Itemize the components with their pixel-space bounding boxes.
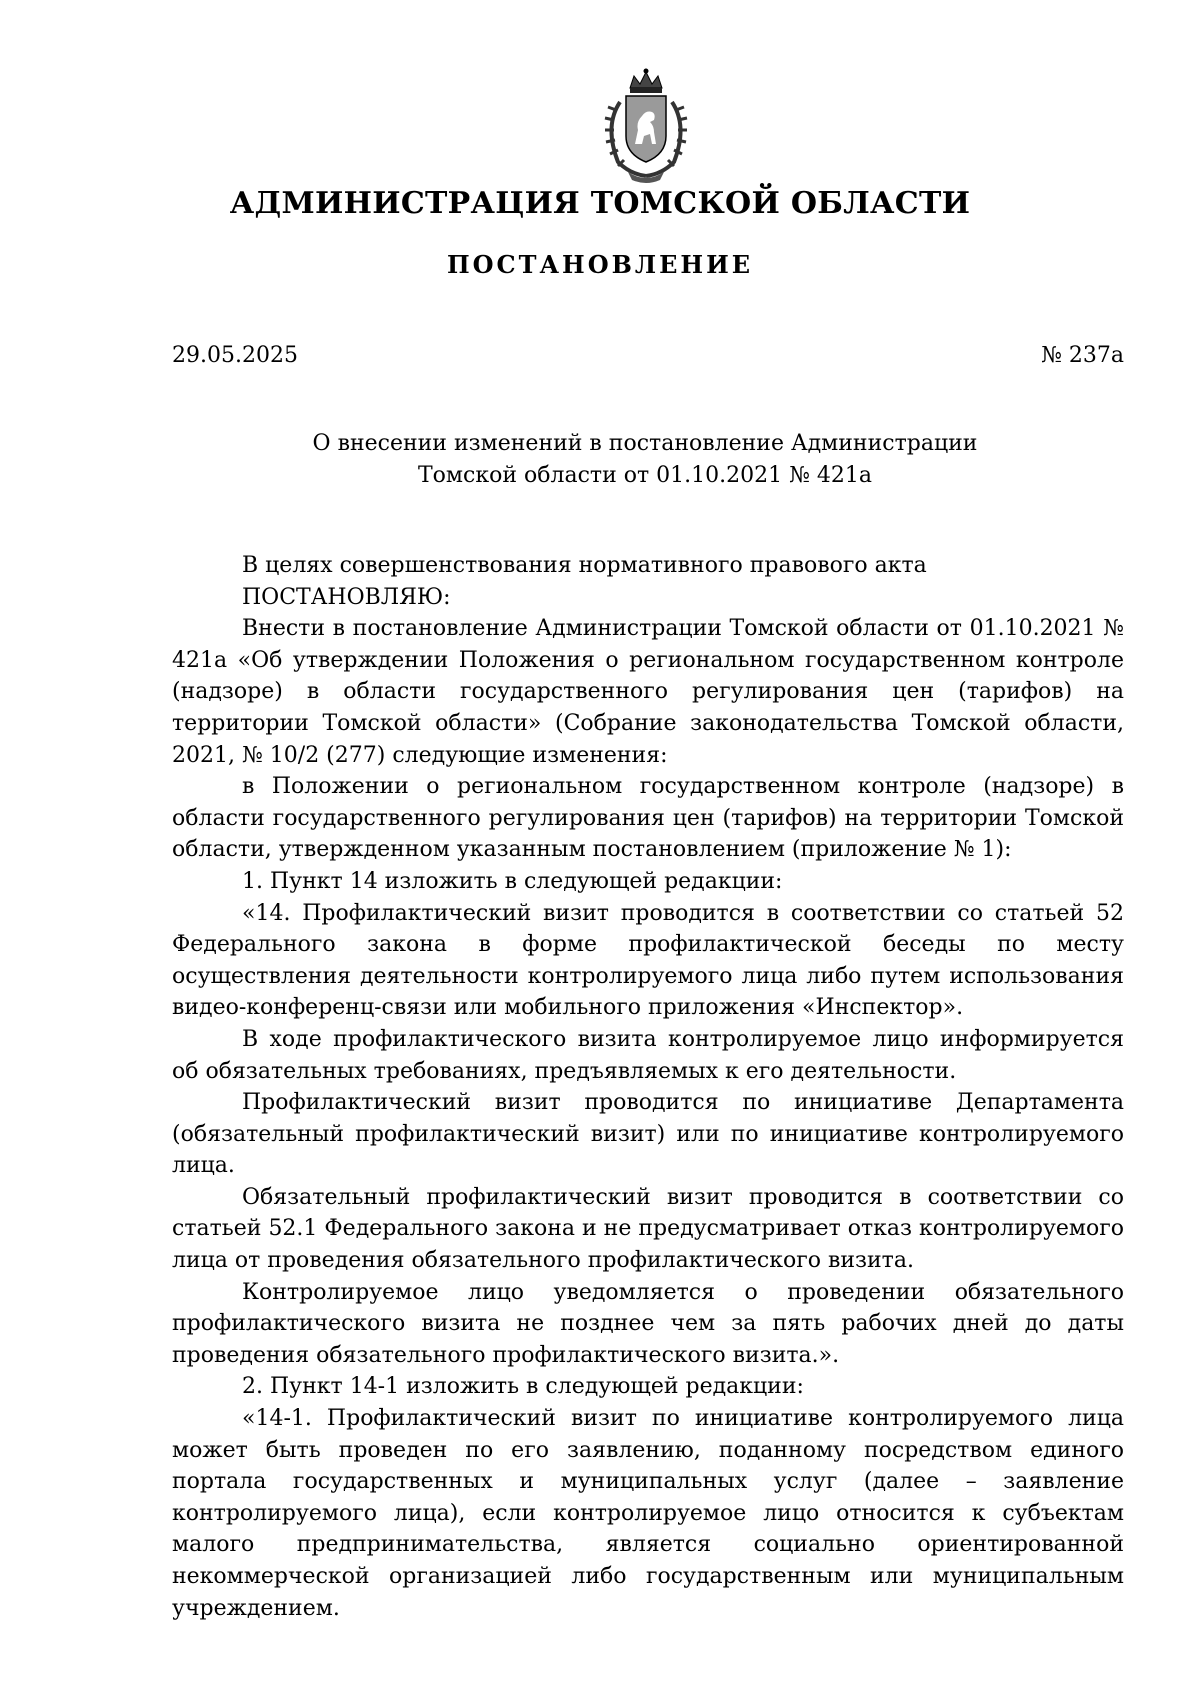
paragraph: Обязательный профилактический визит проводится в соответствии со статьей 52.1 Федерального закона и не предусматривает отказ контролируемого лица от проведения обязательного профилактического визита. (172, 1184, 1124, 1274)
paragraph: 1. Пункт 14 изложить в следующей редакции: (242, 868, 783, 894)
paragraph: в Положении о региональном государственном контроле (надзоре) в области государственного регулирования цен (тарифов) на территории Томской области, утвержденном указанным постановлением (приложение № 1): (172, 774, 1124, 863)
paragraph: «14-1. Профилактический визит по инициативе контролируемого лица может быть проведен по его заявлению, поданному посредством единого портала государственных и муниципальных услуг (далее – заявление контролируемого лица), если контролируемое лицо относится к субъектам малого предпринимательства, является социально ориентированной некоммерческой организацией либо государственным или муниципальным учреждением. (172, 1406, 1124, 1621)
paragraph: Контролируемое лицо уведомляется о проведении обязательного профилактического визита не позднее чем за пять рабочих дней до даты проведения обязательного профилактического визита.». (172, 1279, 1124, 1368)
paragraph: Внести в постановление Администрации Томской области от 01.10.2021 № 421а «Об утверждении Положения о региональном государственном контроле (надзоре) в области государственного регулирования цен (тарифов) на территории Томской области» (Собрание законодательства Томской области, 2021, № 10/2 (277) следующие изменения: (172, 616, 1124, 768)
document-date: 29.05.2025 (172, 343, 298, 368)
subject-line: Томской области от 01.10.2021 № 421а (417, 463, 873, 488)
coat-of-arms-emblem (590, 66, 702, 186)
organization-title: АДМИНИСТРАЦИЯ ТОМСКОЙ ОБЛАСТИ (229, 186, 971, 221)
document-subject (0, 428, 1200, 492)
document-type-title: ПОСТАНОВЛЕНИЕ (446, 250, 754, 279)
paragraph: «14. Профилактический визит проводится в соответствии со статьей 52 Федерального закона в форме профилактической беседы по месту осуществления деятельности контролируемого лица либо путем использования видео-конференц-связи или мобильного приложения «Инспектор». (172, 900, 1124, 1021)
paragraph-decree: ПОСТАНОВЛЯЮ: (242, 584, 451, 610)
document-number: № 237а (1041, 343, 1124, 368)
paragraph: В ходе профилактического визита контролируемое лицо информируется об обязательных требованиях, предъявляемых к его деятельности. (172, 1026, 1124, 1084)
document-body (172, 550, 1124, 1624)
paragraph: В целях совершенствования нормативного правового акта (242, 553, 927, 578)
paragraph: 2. Пункт 14-1 изложить в следующей редакции: (242, 1374, 804, 1400)
paragraph: Профилактический визит проводится по инициативе Департамента (обязательный профилактический визит) или по инициативе контролируемого лица. (172, 1090, 1124, 1179)
subject-line: О внесении изменений в постановление Администрации (312, 431, 978, 456)
